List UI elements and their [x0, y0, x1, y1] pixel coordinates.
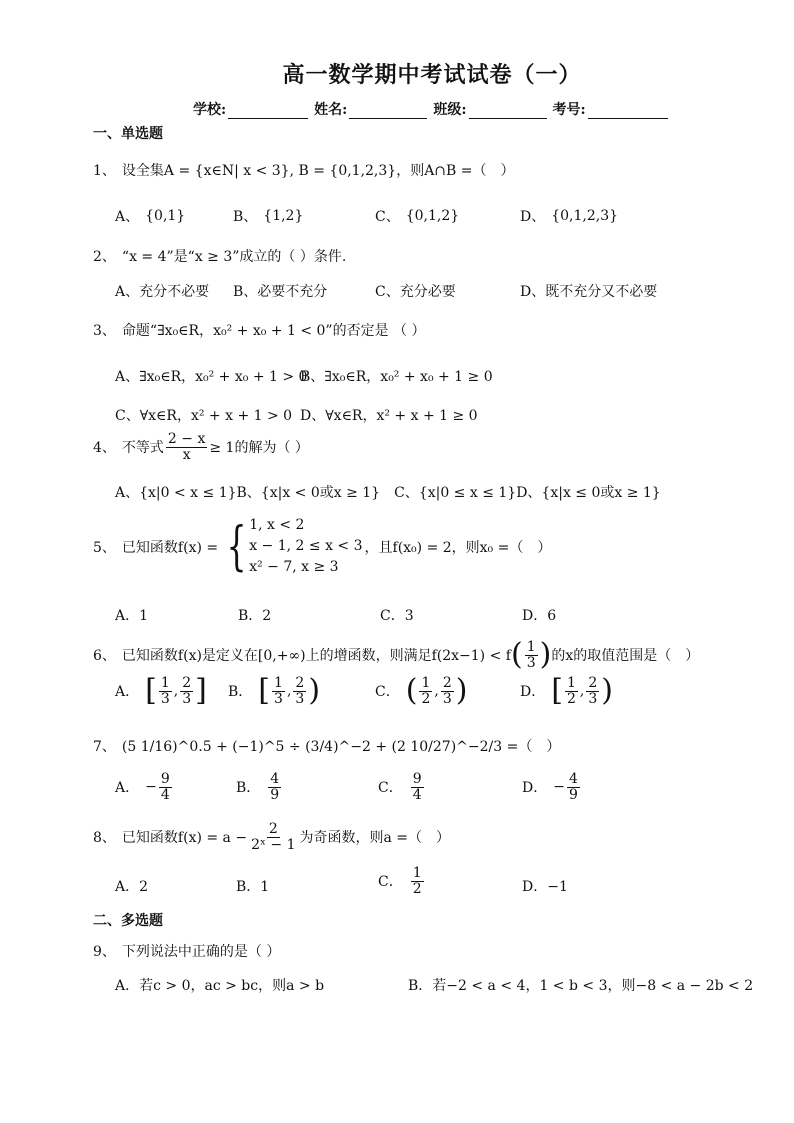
question-number: 4、 [93, 440, 116, 457]
q5-option-d[interactable]: D．6 [522, 608, 557, 624]
case-2: x − 1, 2 ≤ x < 3 [249, 538, 363, 554]
fraction-denominator: 3 [526, 654, 536, 671]
school-label: 学校: [193, 102, 227, 118]
option-text: {0,1,2} [405, 208, 460, 224]
q1-option-d[interactable] [520, 206, 618, 226]
option-label: A． [115, 684, 140, 701]
question-number: 7、 [93, 739, 116, 755]
fraction-numerator: 9 [160, 771, 170, 787]
q2-option-b[interactable]: B、必要不充分 [233, 284, 328, 300]
fraction-denominator: 9 [270, 786, 280, 803]
piecewise-function [220, 515, 362, 578]
q5-option-c[interactable]: C．3 [380, 608, 414, 624]
question-number: 3、 [93, 323, 116, 339]
question-stem: 命题“∃x₀∈R，x₀² + x₀ + 1 < 0”的否定是 （ ） [121, 323, 426, 339]
question-number: 8、 [93, 830, 116, 847]
q5-option-b[interactable]: B．2 [238, 608, 272, 624]
fraction-numerator: 4 [270, 771, 280, 787]
fraction-numerator: 4 [568, 771, 578, 787]
fraction-numerator: 1 [526, 639, 536, 655]
question-2 [93, 246, 346, 266]
q4-options[interactable]: A、{x|0 < x ≤ 1}B、{x|x < 0或x ≥ 1} C、{x|0 ≤ x ≤ 1}D、{x|x ≤ 0或x ≥ 1} [115, 485, 661, 501]
option-label: A． [115, 780, 140, 797]
fraction-numerator: 9 [412, 771, 422, 787]
question-3 [93, 320, 425, 340]
left-brace: { [226, 516, 247, 577]
q3-option-a[interactable]: A、∃x₀∈R，x₀² + x₀ + 1 > 0 [115, 369, 308, 385]
fraction-denominator: 2 [566, 690, 576, 707]
question-stem-post: ≥ 1的解为（ ） [209, 440, 309, 457]
q1-option-a[interactable] [115, 206, 185, 226]
q6-option-c[interactable]: C． ( $\frac{1}{2}$ , $\frac{2}{3}$ ) [375, 673, 468, 709]
fraction-denominator: 3 [182, 690, 192, 707]
stem-fraction [525, 640, 538, 670]
option-label: A、 [115, 209, 140, 225]
q1-option-c[interactable] [375, 206, 459, 226]
q3-option-d[interactable]: D、∀x∈R，x² + x + 1 ≥ 0 [300, 408, 478, 424]
fraction-denominator: 2ˣ − 1 [251, 836, 296, 853]
question-number: 6、 [93, 648, 116, 665]
interval-upper [180, 676, 193, 706]
interval-right: ) [455, 673, 468, 709]
q6-option-b[interactable]: B． [ $\frac{1}{3}$ , $\frac{2}{3}$ ) [228, 673, 321, 709]
interval-left: [ [551, 673, 563, 709]
question-4 [93, 432, 309, 462]
q8-option-c[interactable] [378, 866, 426, 896]
fraction-numerator: 1 [566, 675, 576, 691]
question-stem-post: 为奇函数，则a =（ ） [299, 830, 451, 847]
q7-option-d[interactable] [522, 772, 582, 802]
name-label: 姓名: [314, 102, 348, 118]
class-blank[interactable] [469, 104, 547, 119]
question-7 [93, 736, 560, 756]
option-label: D． [522, 780, 548, 797]
left-paren: ( [510, 637, 523, 673]
fraction-denominator: 2 [412, 880, 422, 897]
fraction-numerator: 1 [421, 675, 431, 691]
option-label: C． [378, 874, 403, 891]
class-label: 班级: [433, 102, 467, 118]
question-stem-pre: 不等式 [121, 440, 164, 457]
case-1: 1, x < 2 [249, 517, 305, 533]
fraction-denominator: 3 [295, 690, 305, 707]
interval-lower [159, 676, 172, 706]
minus-sign: − [553, 779, 565, 796]
minus-sign: − [145, 779, 157, 796]
option-label: B． [236, 780, 261, 797]
q2-option-d[interactable]: D、既不充分又不必要 [520, 284, 658, 300]
interval-lower [419, 676, 432, 706]
section-single-choice: 一、单选题 [93, 126, 163, 142]
name-blank[interactable] [349, 104, 427, 119]
q5-option-a[interactable]: A．1 [115, 608, 149, 624]
q6-option-a[interactable]: A． [ $\frac{1}{3}$ , $\frac{2}{3}$ ] [115, 673, 207, 709]
question-number: 2、 [93, 249, 116, 265]
stem-fraction [166, 432, 207, 462]
interval-left: [ [258, 673, 271, 709]
option-text: {1,2} [263, 208, 304, 224]
fraction-denominator: 3 [588, 690, 598, 707]
question-stem-pre: 已知函数f(x)是定义在[0,+∞)上的增函数，则满足f(2x−1) < f [121, 648, 511, 665]
fraction-numerator: 1 [274, 675, 283, 691]
question-stem: (5 1/16)^0.5 + (−1)^5 ÷ (3/4)^−2 + (2 10/27)^−2/3 =（ ） [121, 739, 561, 755]
interval-upper [293, 676, 306, 706]
question-stem-post: ，且f(x₀) = 2，则x₀ =（ ） [364, 539, 552, 556]
interval-right: ) [308, 673, 321, 709]
question-number: 5、 [93, 539, 116, 556]
q8-option-a[interactable]: A．2 [115, 879, 149, 895]
interval-left: ( [405, 673, 418, 709]
option-label: B． [228, 684, 253, 701]
question-9 [93, 941, 280, 961]
option-fraction [268, 772, 281, 802]
fraction-denominator: 3 [274, 690, 283, 707]
q1-option-b[interactable] [233, 206, 303, 226]
fraction-denominator: 4 [412, 786, 422, 803]
option-label: D． [520, 684, 546, 701]
fraction-numerator: 2 [588, 675, 598, 691]
question-8 [93, 822, 450, 852]
interval-left: [ [145, 673, 157, 709]
q7-option-b[interactable] [236, 772, 283, 802]
q6-option-d[interactable]: D． [ $\frac{1}{2}$ , $\frac{2}{3}$ ) [520, 673, 613, 709]
option-fraction [159, 772, 172, 802]
q7-option-c[interactable] [378, 772, 426, 802]
question-stem-pre: 已知函数f(x) = a − [121, 830, 248, 847]
fraction-denominator: x [182, 446, 191, 463]
option-text: {0,1} [145, 208, 186, 224]
question-stem: 设全集A = {x∈N| x < 3}, B = {0,1,2,3}，则A∩B =（ ） [121, 163, 515, 179]
interval-upper [586, 676, 599, 706]
interval-upper [441, 676, 454, 706]
fraction-denominator: 4 [160, 786, 170, 803]
q2-option-c[interactable]: C、充分必要 [375, 284, 456, 300]
fraction-numerator: 2 − x [167, 431, 206, 447]
question-stem-pre: 已知函数f(x) = [121, 539, 219, 556]
q9-option-a[interactable]: A．若c > 0，ac > bc，则a > b [115, 978, 325, 994]
q2-option-a[interactable]: A、充分不必要 [115, 284, 210, 300]
school-blank[interactable] [228, 104, 308, 119]
fraction-numerator: 1 [412, 865, 422, 881]
option-fraction [411, 866, 424, 896]
section-multiple-choice: 二、多选题 [93, 913, 163, 929]
fraction-denominator: 9 [568, 786, 578, 803]
exam-number-label: 考号: [552, 102, 586, 118]
interval-lower [272, 676, 285, 706]
fraction-numerator: 2 [442, 675, 452, 691]
interval-lower [565, 676, 578, 706]
q3-option-b[interactable]: B、∃x₀∈R，x₀² + x₀ + 1 ≥ 0 [300, 369, 493, 385]
fraction-numerator: 2 [182, 675, 192, 691]
q8-option-d[interactable]: D．−1 [522, 879, 568, 895]
right-paren: ) [539, 637, 552, 673]
question-number: 1、 [93, 163, 116, 179]
question-number: 9、 [93, 944, 116, 960]
student-info-row [193, 99, 674, 119]
q9-option-b[interactable]: B．若−2 < a < 4，1 < b < 3，则−8 < a − 2b < 2 [408, 978, 754, 994]
option-label: B、 [233, 209, 258, 225]
piecewise-cases [249, 515, 362, 578]
fraction-numerator: 2 [268, 821, 278, 837]
question-stem: “x = 4”是“x ≥ 3”成立的（ ）条件. [121, 249, 347, 265]
fraction-denominator: 3 [442, 690, 452, 707]
page-title: 高一数学期中考试试卷（一） [282, 62, 582, 88]
q8-option-b[interactable]: B．1 [236, 879, 270, 895]
fraction-denominator: 3 [160, 690, 170, 707]
option-label: C． [375, 684, 400, 701]
option-fraction [567, 772, 580, 802]
question-stem-post: 的x的取值范围是（ ） [551, 648, 700, 665]
interval-right: ] [195, 673, 207, 709]
case-3: x² − 7, x ≥ 3 [249, 559, 339, 575]
stem-fraction [249, 822, 297, 852]
question-5 [93, 515, 551, 578]
q7-option-a[interactable] [115, 772, 174, 802]
fraction-denominator: 2 [421, 690, 431, 707]
option-label: D、 [520, 209, 546, 225]
option-text: {0,1,2,3} [551, 208, 619, 224]
question-stem: 下列说法中正确的是（ ） [121, 944, 281, 960]
fraction-numerator: 2 [295, 675, 305, 691]
fraction-numerator: 1 [160, 675, 170, 691]
option-fraction [411, 772, 424, 802]
question-1 [93, 160, 515, 180]
interval-right: ) [601, 673, 613, 709]
question-6 [93, 637, 700, 673]
option-label: C． [378, 780, 403, 797]
option-label: C、 [375, 209, 400, 225]
q3-option-c[interactable]: C、∀x∈R，x² + x + 1 > 0 [115, 408, 293, 424]
exam-number-blank[interactable] [588, 104, 668, 119]
